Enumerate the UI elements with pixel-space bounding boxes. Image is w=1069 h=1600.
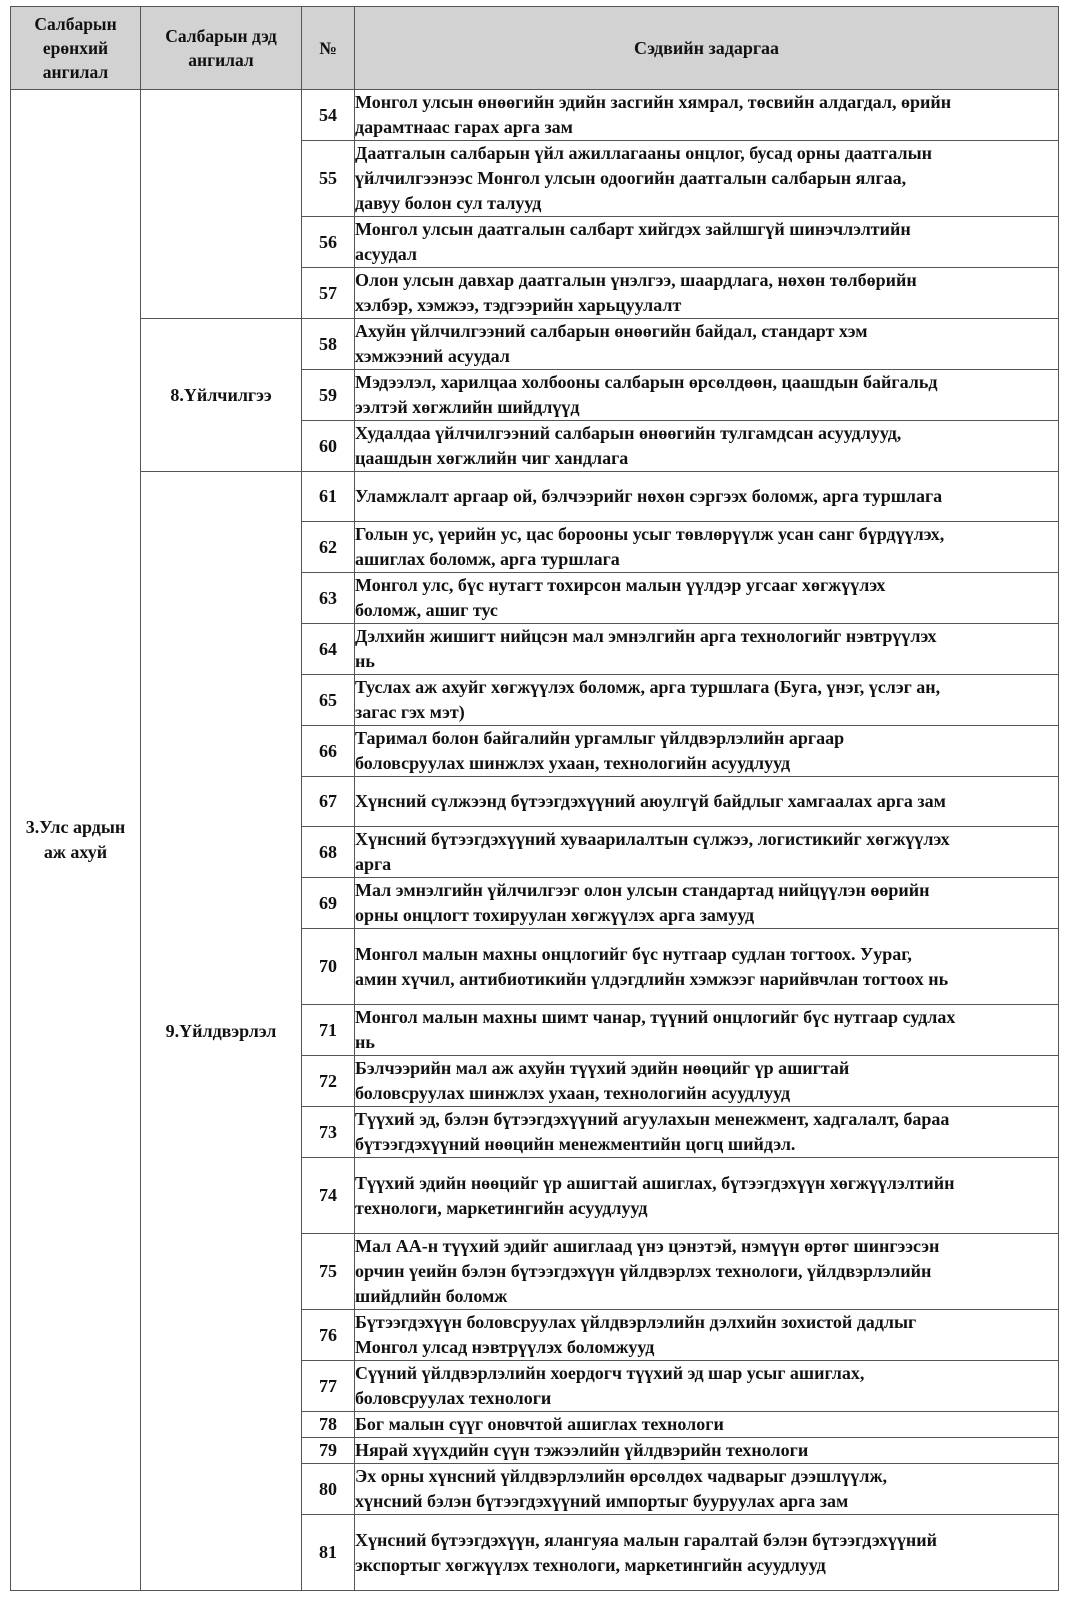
row-number: 71 — [302, 1005, 355, 1056]
topic-cell — [355, 827, 1059, 878]
topic-cell — [355, 1005, 1059, 1056]
topic-line: загас гэх мэт) — [355, 702, 465, 722]
topic-cell — [355, 522, 1059, 573]
header-general-category-line: Салбарын — [34, 14, 117, 34]
row-number: 57 — [302, 268, 355, 319]
general-category-line: аж ахуй — [43, 842, 108, 862]
topic-line: боловсруулах технологи — [355, 1388, 552, 1408]
row-number: 63 — [302, 573, 355, 624]
header-subcategory — [141, 7, 302, 90]
topic-line: ашиглах боломж, арга туршлага — [355, 549, 620, 569]
topic-cell — [355, 1361, 1059, 1412]
topic-line: Түүхий эд, бэлэн бүтээгдэхүүний агуулахын менежмент, хадгалалт, бараа — [355, 1109, 950, 1129]
row-number: 75 — [302, 1234, 355, 1310]
topic-cell — [355, 1464, 1059, 1515]
row-number: 68 — [302, 827, 355, 878]
row-number: 80 — [302, 1464, 355, 1515]
topic-line: дарамтнаас гарах арга зам — [355, 117, 573, 137]
topic-cell — [355, 1515, 1059, 1591]
topic-line: Бэлчээрийн мал аж ахуйн түүхий эдийн нөөцийг үр ашигтай — [355, 1058, 850, 1078]
topic-line: Олон улсын давхар даатгалын үнэлгээ, шаардлага, нөхөн төлбөрийн — [355, 270, 917, 290]
topics-table — [10, 6, 1059, 1591]
row-number: 77 — [302, 1361, 355, 1412]
topic-cell — [355, 472, 1059, 522]
topic-line: нь — [355, 651, 375, 671]
row-number: 81 — [302, 1515, 355, 1591]
topic-line: Түүхий эдийн нөөцийг үр ашигтай ашиглах, бүтээгдэхүүн хөгжүүлэлтийн — [355, 1172, 955, 1193]
topic-line: Хүнсний бүтээгдэхүүн, ялангуяа малын гаралтай бэлэн бүтээгдэхүүний — [355, 1529, 938, 1550]
topic-cell — [355, 217, 1059, 268]
topic-line: нь — [355, 1032, 375, 1052]
topic-cell — [355, 726, 1059, 777]
topic-line: асуудал — [355, 244, 417, 264]
row-number: 61 — [302, 472, 355, 522]
topic-cell — [355, 1438, 1059, 1464]
topic-cell — [355, 1158, 1059, 1234]
subcategory-cell-services: 8.Үйлчилгээ — [141, 319, 302, 472]
topic-line: Мал эмнэлгийн үйлчилгээг олон улсын стандартад нийцүүлэн өөрийн — [355, 880, 930, 900]
topic-line: ээлтэй хөгжлийн шийдлүүд — [355, 397, 580, 417]
topic-line: Голын ус, үерийн ус, цас борооны усыг төвлөрүүлж усан санг бүрдүүлэх, — [355, 524, 945, 544]
topic-line: давуу болон сул талууд — [355, 193, 542, 213]
topic-line: шийдлийн боломж — [355, 1286, 508, 1306]
row-number: 69 — [302, 878, 355, 929]
topic-line: боломж, ашиг тус — [355, 600, 498, 620]
topic-cell — [355, 319, 1059, 370]
row-number: 58 — [302, 319, 355, 370]
topic-line: Дэлхийн жишигт нийцсэн мал эмнэлгийн арга технологийг нэвтрүүлэх — [355, 626, 937, 646]
topic-cell — [355, 624, 1059, 675]
topic-line: Монгол малын махны шимт чанар, түүний онцлогийг бүс нутгаар судлах — [355, 1007, 956, 1027]
topic-line: Худалдаа үйлчилгээний салбарын өнөөгийн тулгамдсан асуудлууд, — [355, 423, 902, 443]
topic-line: Бог малын сүүг оновчтой ашиглах технологи — [355, 1414, 724, 1434]
topic-line: Хүнсний бүтээгдэхүүний хуваарилалтын сүлжээ, логистикийг хөгжүүлэх — [355, 829, 950, 849]
topic-cell — [355, 675, 1059, 726]
topic-cell — [355, 370, 1059, 421]
row-number: 78 — [302, 1412, 355, 1438]
row-number: 59 — [302, 370, 355, 421]
topic-cell — [355, 1310, 1059, 1361]
topic-line: хэлбэр, хэмжээ, тэдгээрийн харьцуулалт — [355, 295, 682, 315]
topic-cell — [355, 421, 1059, 472]
topic-cell — [355, 929, 1059, 1005]
header-subcategory-line: Салбарын дэд — [165, 26, 277, 46]
header-general-category-line: ерөнхий — [42, 38, 109, 58]
row-number: 67 — [302, 777, 355, 827]
topic-cell — [355, 90, 1059, 141]
topic-line: орчин үеийн бэлэн бүтээгдэхүүн үйлдвэрлэх технологи, үйлдвэрлэлийн — [355, 1261, 932, 1281]
topic-line: Мал АА-н түүхий эдийг ашиглаад үнэ цэнэтэй, нэмүүн өртөг шингээсэн — [355, 1236, 940, 1256]
topic-line: Нярай хүүхдийн сүүн тэжээлийн үйлдвэрийн технологи — [355, 1440, 809, 1460]
topic-line: Эх орны хүнсний үйлдвэрлэлийн өрсөлдөх чадварыг дээшлүүлж, — [355, 1466, 887, 1486]
topic-line: бүтээгдэхүүний нөөцийн менежментийн цогц шийдэл. — [355, 1134, 796, 1154]
topic-line: Монгол улсын даатгалын салбарт хийгдэх зайлшгүй шинэчлэлтийн — [355, 219, 911, 239]
header-row — [11, 7, 1059, 90]
topic-line: Таримал болон байгалийн ургамлыг үйлдвэрлэлийн аргаар — [355, 728, 845, 748]
table-body — [11, 90, 1059, 1591]
subcategory-cell-production: 9.Үйлдвэрлэл — [141, 472, 302, 1591]
topic-line: Уламжлалт аргаар ой, бэлчээрийг нөхөн сэргээх боломж, арга туршлага — [355, 486, 943, 506]
row-number: 62 — [302, 522, 355, 573]
general-category-cell — [11, 90, 141, 1591]
table-row — [11, 472, 1059, 522]
row-number: 56 — [302, 217, 355, 268]
table-row — [11, 319, 1059, 370]
row-number: 76 — [302, 1310, 355, 1361]
header-number: № — [302, 7, 355, 90]
topic-line: орны онцлогт тохируулан хөгжүүлэх арга замууд — [355, 905, 755, 925]
topic-line: Монгол малын махны онцлогийг бүс нутгаар судлан тогтоох. Уураг, — [355, 943, 912, 964]
topic-line: экспортыг хөгжүүлэх технологи, маркетингийн асуудлууд — [355, 1554, 826, 1575]
header-topic-breakdown: Сэдвийн задаргаа — [355, 7, 1059, 90]
subcategory-cell-empty — [141, 90, 302, 319]
topic-line: Мэдээлэл, харилцаа холбооны салбарын өрсөлдөөн, цаашдын байгальд — [355, 372, 938, 392]
row-number: 65 — [302, 675, 355, 726]
topic-line: Монгол улс, бүс нутагт тохирсон малын үүлдэр угсааг хөгжүүлэх — [355, 575, 886, 595]
topic-line: технологи, маркетингийн асуудлууд — [355, 1197, 648, 1218]
topic-line: үйлчилгээнээс Монгол улсын одоогийн даатгалын салбарын ялгаа, — [355, 168, 907, 188]
general-category-line: 3.Улс ардын — [25, 817, 126, 837]
topic-cell — [355, 777, 1059, 827]
topic-cell — [355, 1056, 1059, 1107]
topic-cell — [355, 1107, 1059, 1158]
topic-line: Ахуйн үйлчилгээний салбарын өнөөгийн байдал, стандарт хэм — [355, 321, 868, 341]
topic-line: Даатгалын салбарын үйл ажиллагааны онцлог, бусад орны даатгалын — [355, 143, 933, 163]
topic-cell — [355, 878, 1059, 929]
topic-line: Бүтээгдэхүүн боловсруулах үйлдвэрлэлийн дэлхийн зохистой дадлыг — [355, 1312, 917, 1332]
row-number: 64 — [302, 624, 355, 675]
topic-line: Монгол улсын өнөөгийн эдийн засгийн хямрал, төсвийн алдагдал, өрийн — [355, 92, 952, 112]
topic-cell — [355, 573, 1059, 624]
table-row — [11, 90, 1059, 141]
topic-line: Хүнсний сүлжээнд бүтээгдэхүүний аюулгүй байдлыг хамгаалах арга зам — [355, 791, 946, 811]
topic-line: цаашдын хөгжлийн чиг хандлага — [355, 448, 629, 468]
row-number: 54 — [302, 90, 355, 141]
topic-line: амин хүчил, антибиотикийн үлдэгдлийн хэмжээг нарийвчлан тогтоох нь — [355, 968, 949, 989]
row-number: 55 — [302, 141, 355, 217]
row-number: 79 — [302, 1438, 355, 1464]
topic-line: хүнсний бэлэн бүтээгдэхүүний импортыг бууруулах арга зам — [355, 1491, 849, 1511]
topic-line: Туслах аж ахуйг хөгжүүлэх боломж, арга туршлага (Буга, үнэг, үслэг ан, — [355, 677, 941, 697]
row-number: 60 — [302, 421, 355, 472]
header-subcategory-line: ангилал — [188, 50, 254, 70]
topic-line: Монгол улсад нэвтрүүлэх боломжууд — [355, 1337, 655, 1357]
row-number: 74 — [302, 1158, 355, 1234]
topic-cell — [355, 141, 1059, 217]
header-general-category-line: ангилал — [42, 62, 109, 82]
topic-cell — [355, 1412, 1059, 1438]
topic-line: арга — [355, 854, 392, 874]
row-number: 72 — [302, 1056, 355, 1107]
header-general-category — [11, 7, 141, 90]
topic-line: Сүүний үйлдвэрлэлийн хоердогч түүхий эд шар усыг ашиглах, — [355, 1363, 865, 1383]
topic-cell — [355, 1234, 1059, 1310]
row-number: 66 — [302, 726, 355, 777]
row-number: 70 — [302, 929, 355, 1005]
row-number: 73 — [302, 1107, 355, 1158]
topic-line: хэмжээний асуудал — [355, 346, 510, 366]
topic-cell — [355, 268, 1059, 319]
topic-line: боловсруулах шинжлэх ухаан, технологийн асуудлууд — [355, 753, 791, 773]
topic-line: боловсруулах шинжлэх ухаан, технологийн асуудлууд — [355, 1083, 791, 1103]
